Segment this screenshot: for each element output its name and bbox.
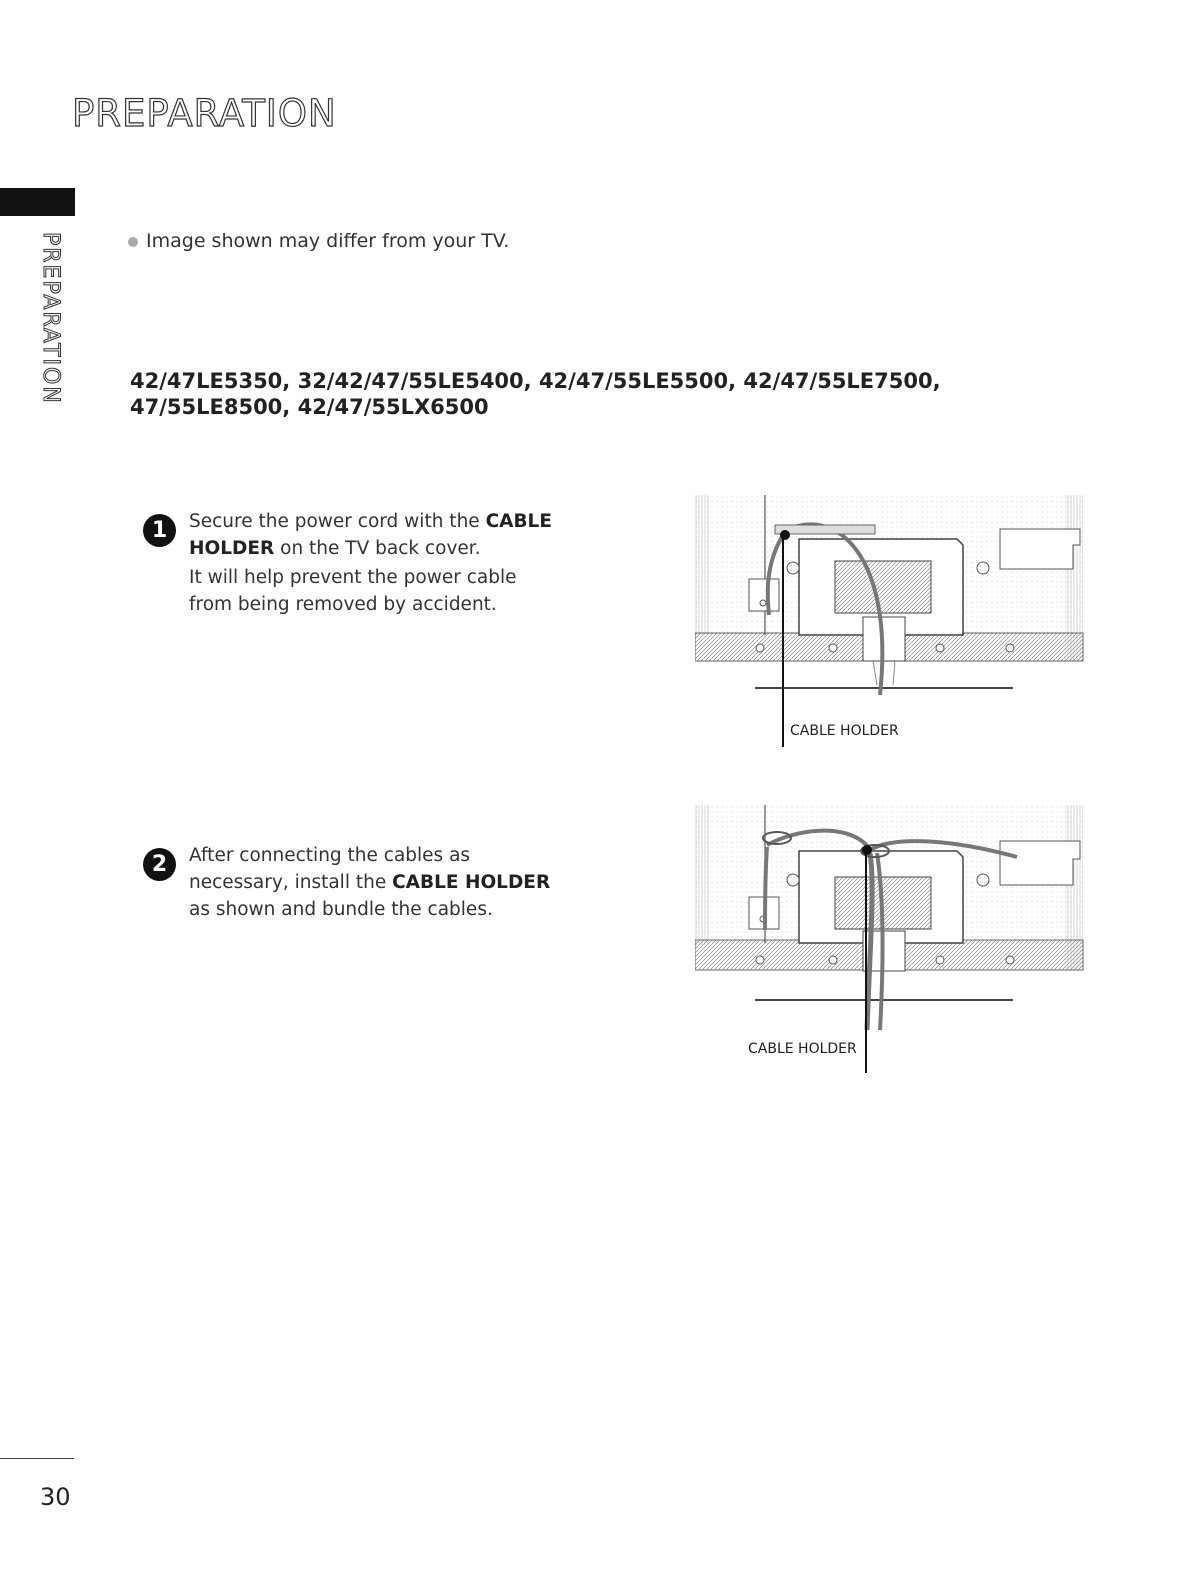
step-1-text-a: Secure the power cord with the	[189, 511, 486, 532]
model-list: 42/47LE5350, 32/42/47/55LE5400, 42/47/55LE5500, 42/47/55LE7500, 47/55LE8500, 42/47/55LX6500	[130, 369, 941, 419]
step-2-text-a: After connecting the cables as necessary, install the	[189, 845, 471, 893]
figure-1-tv-back	[695, 495, 1085, 755]
tv-back-illustration-1	[695, 495, 1085, 755]
step-number-2-icon: 2	[143, 848, 176, 881]
side-tab-label: PREPARATION	[38, 232, 63, 405]
step-1-text-b: on the TV back cover.	[274, 538, 481, 559]
figure-2-tv-back	[695, 805, 1085, 1075]
figure-1-label: CABLE HOLDER	[790, 723, 899, 739]
page-title: PREPARATION	[72, 92, 337, 135]
page-number: 30	[40, 1483, 71, 1511]
step-2-text-bold: CABLE HOLDER	[392, 872, 551, 893]
tv-back-illustration-2	[695, 805, 1085, 1075]
step-1-text-bold: CABLE HOLDER	[189, 511, 552, 559]
note	[128, 230, 509, 252]
step-1-body	[189, 508, 563, 618]
note-text: Image shown may differ from your TV.	[146, 230, 510, 252]
figure-2-label: CABLE HOLDER	[748, 1041, 857, 1057]
step-1	[143, 508, 563, 620]
side-tab-marker	[0, 188, 75, 216]
step-1-note: It will help prevent the power cable from being removed by accident.	[189, 567, 517, 615]
step-2	[143, 842, 563, 925]
step-2-text-b: as shown and bundle the cables.	[189, 899, 493, 920]
note-bullet-icon	[128, 237, 138, 247]
step-1-instruction	[189, 508, 563, 562]
step-2-instruction	[189, 842, 563, 923]
step-2-body	[189, 842, 563, 923]
step-number-1-icon: 1	[143, 514, 176, 547]
footer-rule	[0, 1458, 74, 1459]
